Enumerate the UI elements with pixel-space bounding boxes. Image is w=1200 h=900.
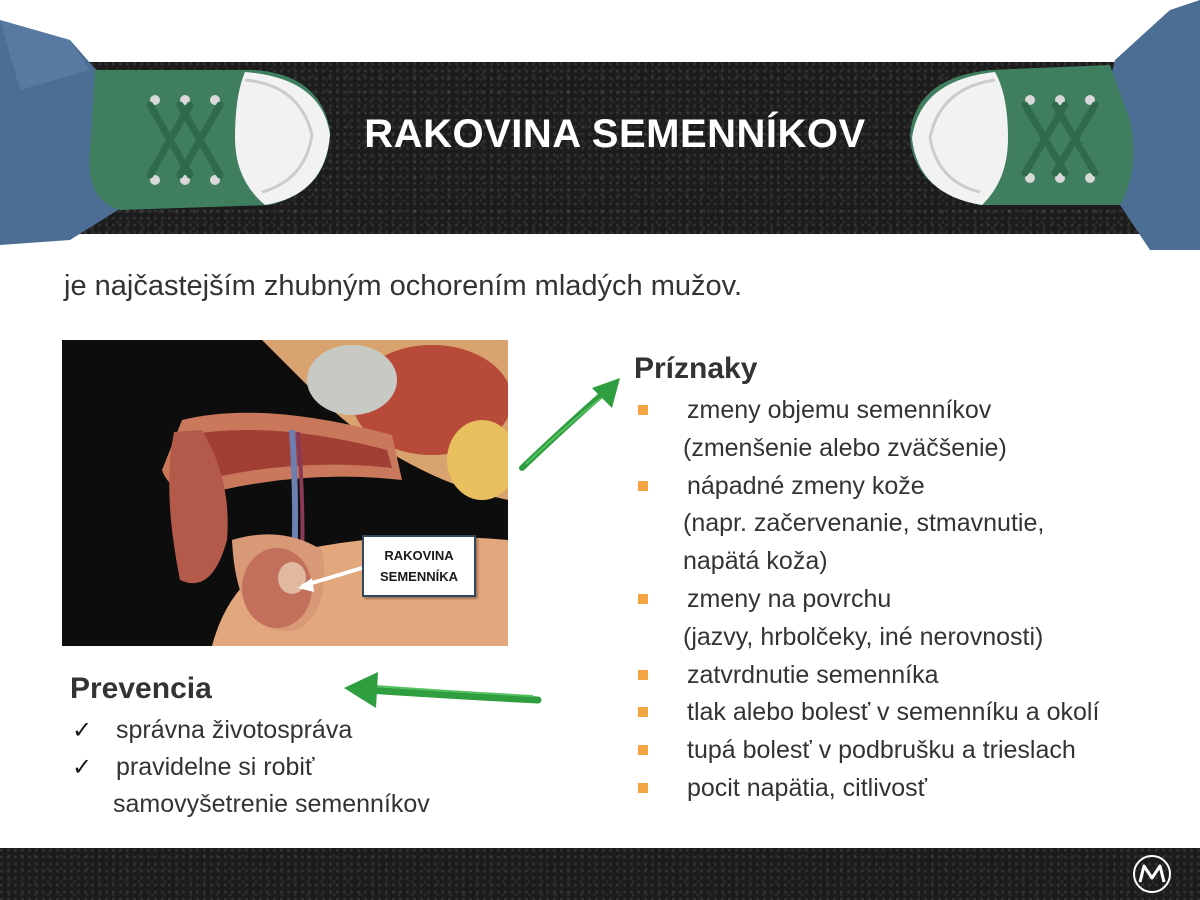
- symptom-text: tupá bolesť v podbrušku a trieslach: [687, 736, 1076, 765]
- prevention-text: správna životospráva: [116, 716, 353, 744]
- symptom-text: pocit napätia, citlivosť: [687, 773, 928, 802]
- prevention-heading: Prevencia: [70, 672, 212, 705]
- cancer-callout-label: [362, 535, 476, 597]
- orange-square-icon: [638, 405, 648, 415]
- symptom-text: napätá koža): [683, 547, 828, 576]
- intro-text: je najčastejším zhubným ochorením mladých mužov.: [64, 270, 743, 302]
- symptom-text: (jazvy, hrbolčeky, iné nerovnosti): [683, 622, 1044, 651]
- check-mark-icon: ✓: [72, 716, 93, 744]
- arrow-to-prevention-icon: [338, 668, 548, 718]
- symptom-text: nápadné zmeny kože: [687, 471, 925, 500]
- symptom-text: zmeny objemu semenníkov: [687, 396, 992, 424]
- orange-square-icon: [638, 481, 648, 491]
- prevention-text: pravidelne si robiť: [116, 753, 315, 781]
- symptom-text: (napr. začervenanie, stmavnutie,: [683, 509, 1045, 538]
- symptom-text: tlak alebo bolesť v semenníku a okolí: [687, 698, 1100, 727]
- anatomy-illustration: [62, 340, 508, 646]
- symptoms-heading: Príznaky: [634, 352, 758, 385]
- symptom-text: zatvrdnutie semenníka: [687, 660, 939, 689]
- arrow-to-symptoms-icon: [512, 370, 632, 480]
- orange-square-icon: [638, 594, 648, 604]
- footer-banner: [0, 848, 1200, 900]
- prevention-text: samovyšetrenie semenníkov: [113, 790, 430, 818]
- orange-square-icon: [638, 783, 648, 793]
- callout-line-1: RAKOVINA: [384, 547, 454, 563]
- callout-line-2: SEMENNÍKA: [379, 569, 458, 584]
- orange-square-icon: [638, 745, 648, 755]
- mp-logo-icon: [1130, 852, 1174, 896]
- symptom-text: zmeny na povrchu: [687, 584, 892, 613]
- orange-square-icon: [638, 670, 648, 680]
- check-mark-icon: ✓: [72, 753, 93, 781]
- page-title: RAKOVINA SEMENNÍKOV: [364, 112, 866, 156]
- orange-square-icon: [638, 707, 648, 717]
- symptom-text: (zmenšenie alebo zväčšenie): [683, 433, 1007, 462]
